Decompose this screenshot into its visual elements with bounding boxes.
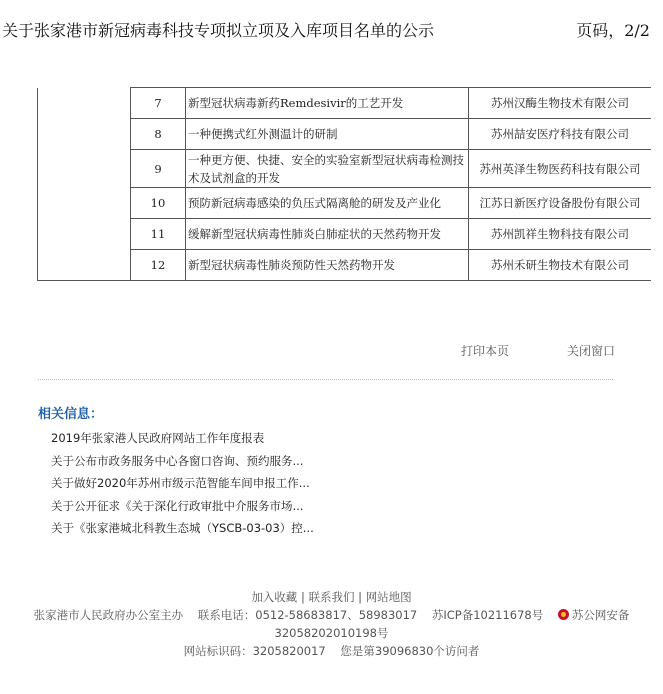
site-id: 网站标识码：3205820017: [183, 644, 326, 658]
table-row: [38, 219, 652, 250]
undertaking-unit: 苏州禾研生物技术有限公司: [469, 250, 652, 281]
add-favorite-link[interactable]: 加入收藏: [251, 590, 298, 604]
project-title: 预防新冠病毒感染的负压式隔离舱的研发及产业化: [186, 188, 469, 219]
project-table: [37, 87, 651, 281]
site-map-link[interactable]: 网站地图: [365, 590, 412, 604]
project-title: 缓解新型冠状病毒性肺炎白肺症状的天然药物开发: [186, 219, 469, 250]
related-link[interactable]: 关于公开征求《关于深化行政审批中介服务市场...: [51, 498, 304, 513]
footer: 加入收藏 | 联系我们 | 网站地图 张家港市人民政府办公室主办 联系电话：0512-58683817、58983017 苏ICP备10211678号 苏公网安备 32058202010198号 网站标识码：3205820017 您是第39096830个访问者: [33, 590, 630, 658]
close-window-link[interactable]: 关闭窗口: [567, 344, 616, 358]
table-row: [38, 88, 652, 119]
undertaking-unit: 江苏日新医疗设备股份有限公司: [469, 188, 652, 219]
related-link[interactable]: 关于做好2020年苏州市级示范智能车间申报工作...: [51, 476, 310, 490]
police-number: 32058202010198号: [274, 626, 389, 640]
undertaking-unit: 苏州喆安医疗科技有限公司: [469, 119, 652, 150]
row-number: 12: [131, 250, 186, 281]
table-row: [38, 150, 652, 188]
row-number: 9: [131, 150, 186, 188]
related-link[interactable]: 2019年张家港人民政府网站工作年度报表: [51, 431, 265, 445]
project-title: 一种便携式红外测温计的研制: [186, 119, 469, 150]
undertaking-unit: 苏州英泽生物医药科技有限公司: [469, 150, 652, 188]
related-info-heading: 相关信息：: [38, 407, 104, 422]
visitor-count: 您是第39096830个访问者: [340, 644, 480, 658]
related-link[interactable]: 关于《张家港城北科教生态城（YSCB-03-03）控...: [51, 521, 314, 535]
contact-phone: 联系电话：0512-58683817、58983017: [197, 608, 418, 622]
contact-us-link[interactable]: 联系我们: [308, 590, 355, 604]
undertaking-unit: 苏州凯祥生物科技有限公司: [469, 219, 652, 250]
related-link[interactable]: 关于公布市政务服务中心各窗口咨询、预约服务...: [51, 453, 304, 468]
row-number: 8: [131, 119, 186, 150]
table-row: [38, 119, 652, 150]
row-number: 7: [131, 88, 186, 119]
table-row: [38, 250, 652, 281]
page-title: 关于张家港市新冠病毒科技专项拟立项及入库项目名单的公示: [2, 21, 435, 40]
police-label[interactable]: 苏公网安备: [571, 608, 630, 622]
police-badge-icon: [558, 609, 569, 620]
undertaking-unit: 苏州汉酶生物技术有限公司: [469, 88, 652, 119]
project-title: 一种更方便、快捷、安全的实验室新型冠状病毒检测技术及试剂盒的开发: [186, 150, 469, 188]
project-title: 新型冠状病毒性肺炎预防性天然药物开发: [186, 250, 469, 281]
page-number: 页码，2/2: [576, 21, 650, 40]
related-info-list: [51, 431, 314, 544]
row-number: 10: [131, 188, 186, 219]
merged-category-cell: [38, 88, 131, 281]
icp-number[interactable]: 苏ICP备10211678号: [431, 608, 544, 622]
table-row: [38, 188, 652, 219]
print-page-link[interactable]: 打印本页: [461, 344, 510, 358]
row-number: 11: [131, 219, 186, 250]
project-title: 新型冠状病毒新药Remdesivir的工艺开发: [186, 88, 469, 119]
host-org: 张家港市人民政府办公室主办: [33, 608, 184, 622]
dotted-divider: [38, 379, 613, 380]
